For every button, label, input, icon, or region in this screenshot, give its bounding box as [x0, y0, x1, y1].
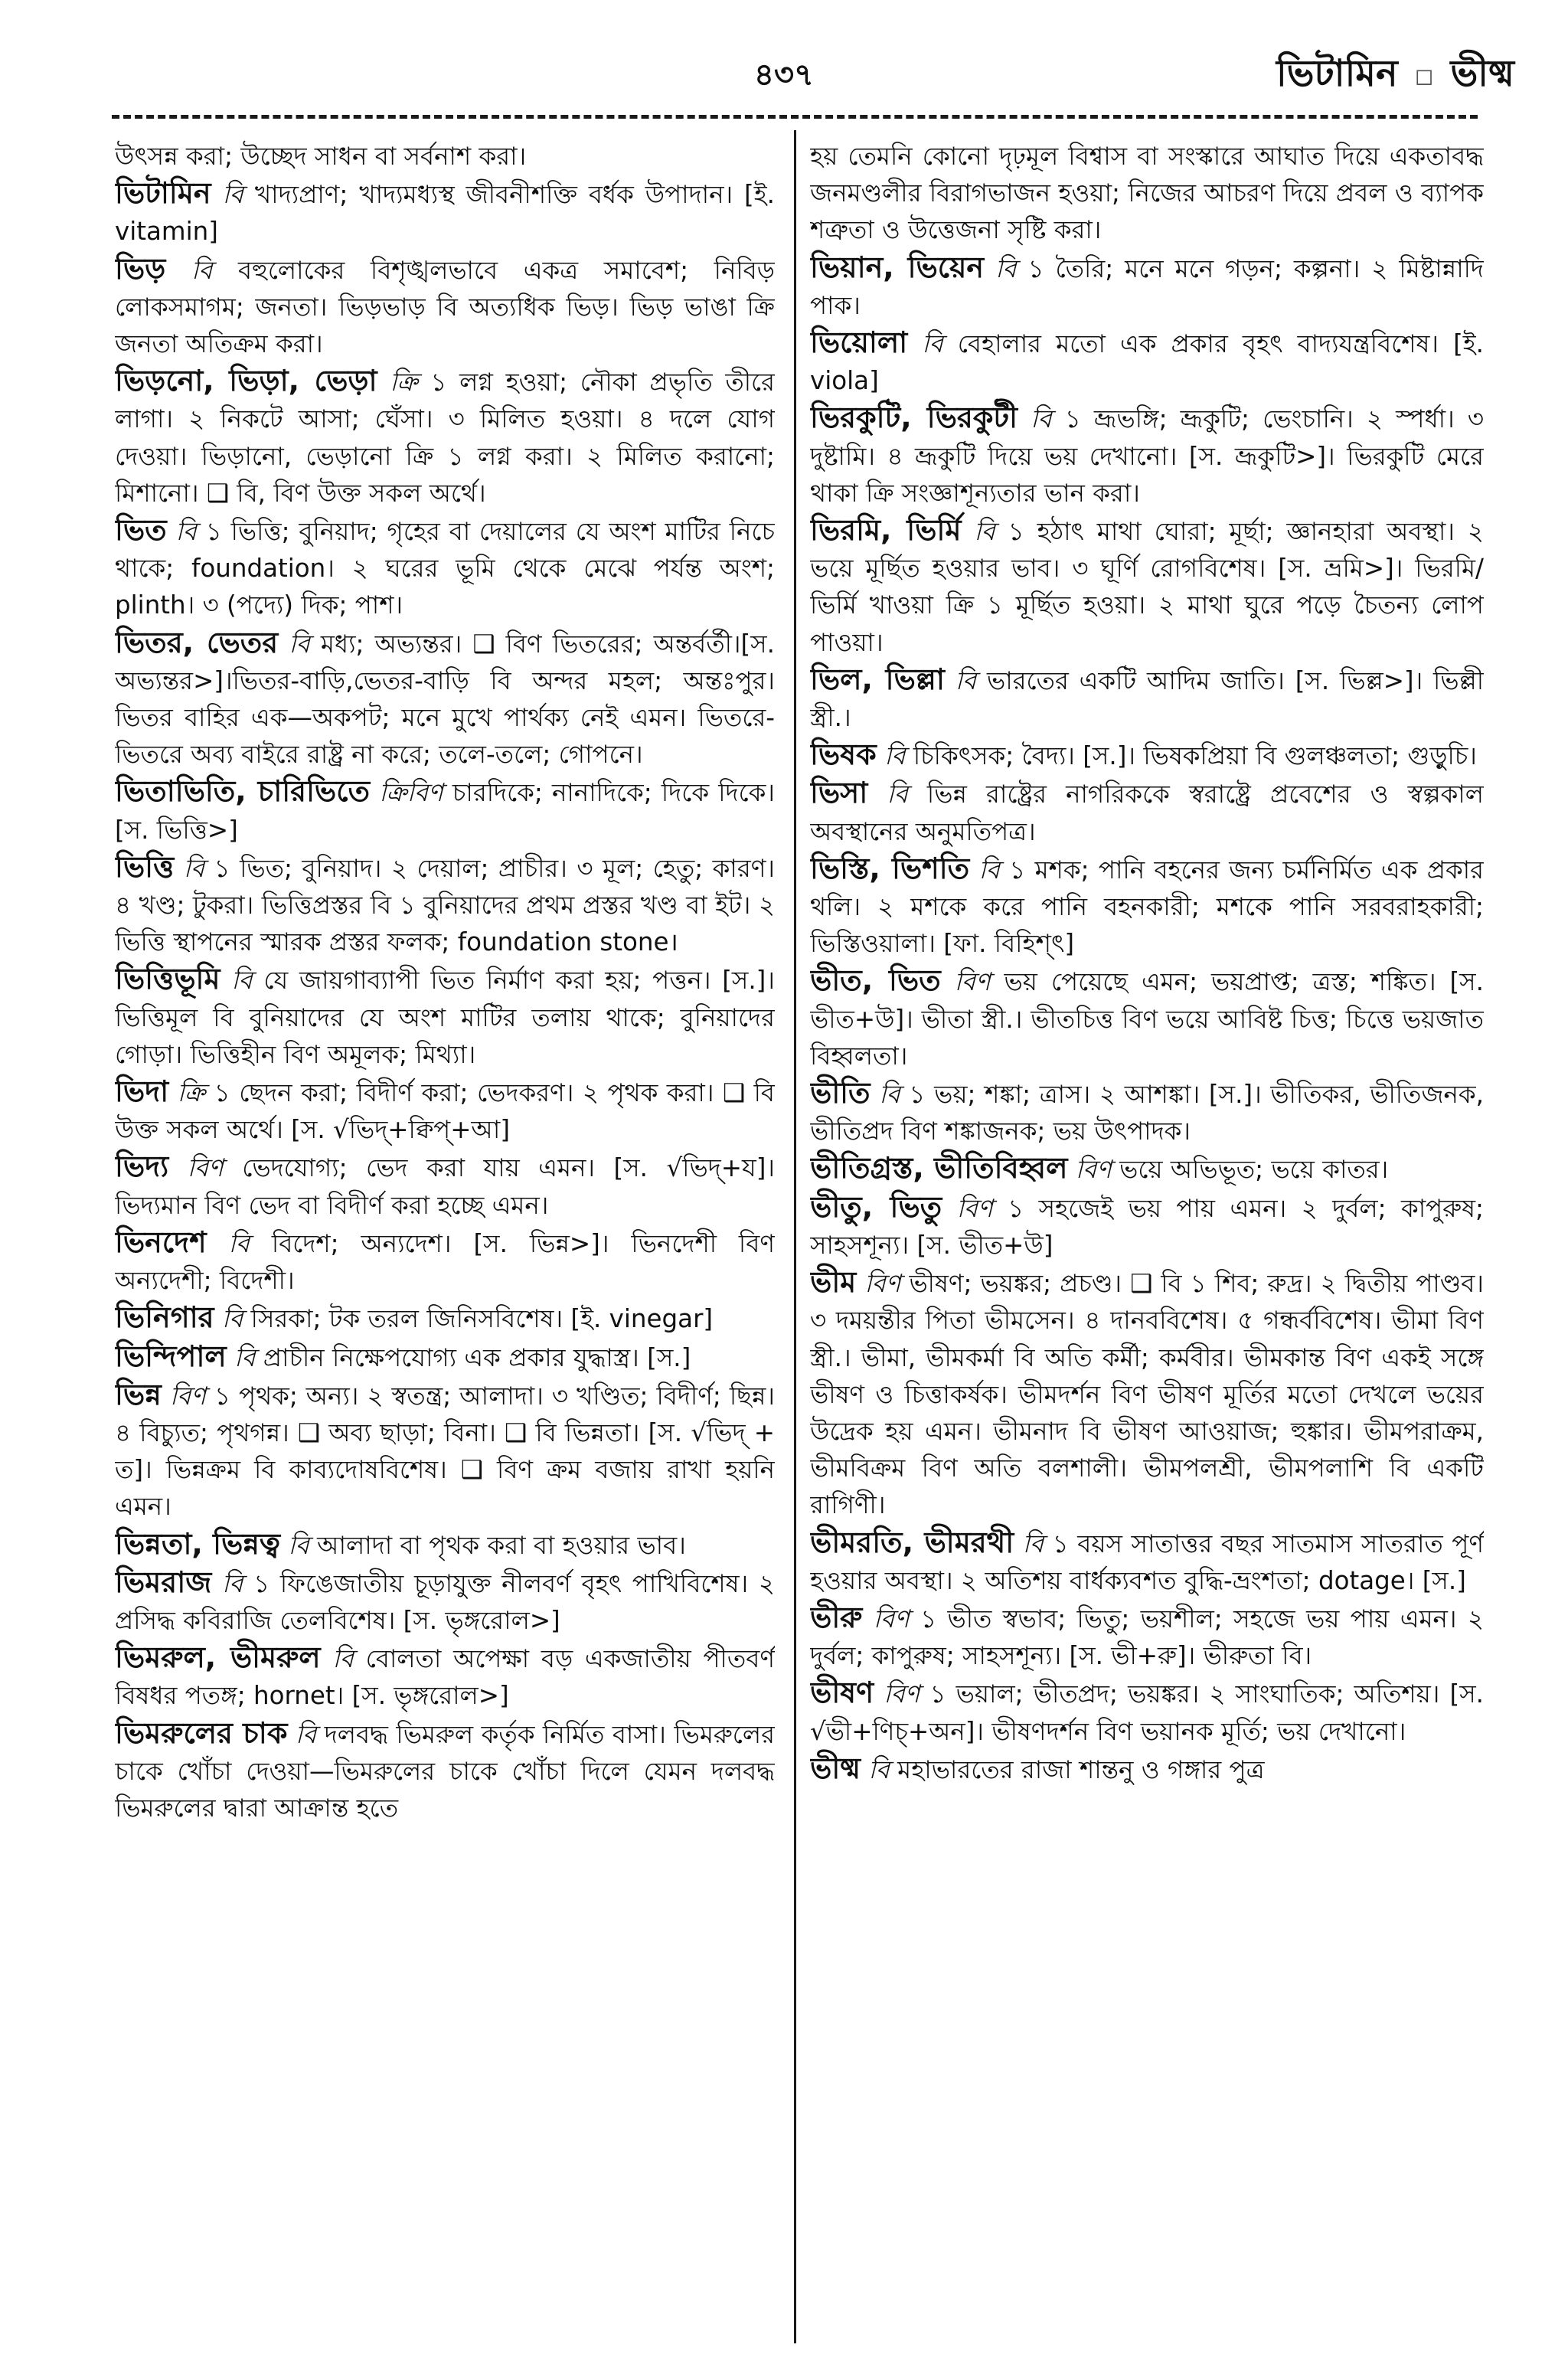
entry-definition: চিকিৎসক; বৈদ্য। [স.]। ভিষকপ্রিয়া বি গুলঞ্চলতা; গুড়ুচি।	[913, 741, 1477, 771]
entry-headword: ভীমরতি, ভীমরথী	[810, 1525, 1014, 1559]
entry-definition: ১ ভয়; শঙ্কা; ত্রাস। ২ আশঙ্কা। [স.]। ভীতিকর, ভীতিজনক, ভীতিপ্রদ বিণ শঙ্কাজনক; ভয় উৎপাদক।	[810, 1080, 1484, 1146]
entry-definition: ১ ছেদন করা; বিদীর্ণ করা; ভেদকরণ। ২ পৃথক করা। ❑ বি উক্ত সকল অর্থে। [স. √ভিদ্+ক্বিপ্+আ]	[115, 1078, 775, 1145]
entry-headword: ভিরমি, ভির্মি	[810, 513, 962, 548]
dictionary-entry	[115, 1639, 775, 1714]
entry-headword: ভিন্দিপাল	[115, 1339, 227, 1373]
column-divider	[794, 130, 796, 2343]
entry-part-of-speech: বি	[955, 665, 977, 695]
entry-part-of-speech: বি	[228, 1228, 250, 1258]
entry-definition: ১ বয়স সাতাত্তর বছর সাতমাস সাতরাত পূর্ণ হওয়ার অবস্থা। ২ অতিশয় বার্ধক্যবশত বুদ্ধি-ভ্রংশতা; dotage। [স.]	[810, 1529, 1484, 1595]
entry-headword: ভিত্তিভূমি	[115, 962, 220, 996]
entry-part-of-speech: বি	[974, 517, 995, 547]
dictionary-entry	[115, 1148, 775, 1223]
dictionary-entry	[115, 1525, 775, 1564]
entry-part-of-speech: বি	[332, 1644, 354, 1674]
entry-definition: খাদ্যপ্রাণ; খাদ্যমধ্যস্থ জীবনীশক্তি বর্ধক উপাদান। [ই. vitamin]	[115, 180, 775, 247]
dictionary-entry	[115, 512, 775, 624]
dictionary-entry	[810, 1750, 1484, 1788]
entry-part-of-speech: বি	[884, 741, 906, 771]
dictionary-entry	[115, 138, 775, 175]
dictionary-entry	[115, 773, 775, 848]
entry-definition: বেহালার মতো এক প্রকার বৃহৎ বাদ্যযন্ত্রবিশেষ। [ই. viola]	[810, 329, 1484, 396]
dictionary-entry	[115, 1715, 775, 1827]
entry-headword: ভীরু	[810, 1600, 863, 1634]
page-number: ৪৩৭	[754, 57, 814, 93]
entry-part-of-speech: বি	[191, 255, 213, 285]
dictionary-entry	[115, 1564, 775, 1639]
entry-definition: বহুলোকের বিশৃঙ্খলভাবে একত্র সমাবেশ; নিবিড় লোকসমাগম; জনতা। ভিড়ভাড় বি অত্যধিক ভিড়। ভিড় ভাঙা ক্রি জনতা অতিক্রম করা।	[115, 255, 775, 359]
entry-part-of-speech: বিণ	[873, 1604, 910, 1633]
entry-definition: উৎসন্ন করা; উচ্ছেদ সাধন বা সর্বনাশ করা।	[115, 142, 527, 171]
dictionary-entry	[810, 1599, 1484, 1674]
entry-definition: সিরকা; টক তরল জিনিসবিশেষ। [ই. vinegar]	[250, 1304, 714, 1334]
entry-headword: ভিনদেশ	[115, 1225, 207, 1259]
entry-part-of-speech: বি	[978, 855, 1000, 885]
entry-headword: ভিমরাজ	[115, 1565, 212, 1599]
dictionary-entry	[810, 661, 1484, 736]
entry-part-of-speech: বি	[887, 780, 908, 809]
entry-definition: ভেদযোগ্য; ভেদ করা যায় এমন। [স. √ভিদ্+য]। ভিদ্যমান বিণ ভেদ বা বিদীর্ণ করা হচ্ছে এমন।	[115, 1153, 775, 1220]
entry-definition: ভিন্ন রাষ্ট্রের নাগরিককে স্বরাষ্ট্রে প্রবেশের ও স্বল্পকাল অবস্থানের অনুমতিপত্র।	[810, 780, 1484, 846]
entry-part-of-speech: বি	[221, 1304, 243, 1334]
dictionary-entry	[810, 1074, 1484, 1149]
entry-definition: চারদিকে; নানাদিকে; দিকে দিকে। [স. ভিত্তি>]	[115, 778, 775, 845]
entry-part-of-speech: বি	[231, 966, 253, 996]
entry-headword: ভিটামিন	[115, 176, 211, 211]
entry-headword: ভিড়	[115, 251, 166, 286]
dictionary-entry	[115, 175, 775, 250]
entry-headword: ভিন্ন	[115, 1377, 162, 1411]
entry-headword: ভীতিগ্রস্ত, ভীতিবিহ্বল	[810, 1151, 1068, 1185]
entry-part-of-speech: বি	[879, 1080, 900, 1110]
guide-words	[1276, 46, 1514, 106]
header-rule	[112, 115, 1478, 119]
entry-part-of-speech: বিণ	[1075, 1155, 1112, 1185]
left-column	[115, 138, 775, 2351]
entry-definition: ১ ফিঙেজাতীয় চূড়াযুক্ত নীলবর্ণ বৃহৎ পাখিবিশেষ। ২ প্রসিদ্ধ কবিরাজি তেলবিশেষ। [স. ভৃঙ্গরোল>]	[115, 1568, 775, 1635]
entry-part-of-speech: বি	[289, 629, 310, 659]
entry-part-of-speech: বি	[995, 253, 1017, 283]
dictionary-entry	[115, 1224, 775, 1299]
dictionary-entry	[810, 512, 1484, 661]
dictionary-entry	[115, 250, 775, 363]
entry-headword: ভিতাভিতি, চারিভিতে	[115, 774, 371, 809]
dictionary-entry	[810, 1149, 1484, 1188]
entry-part-of-speech: বি	[175, 517, 197, 547]
entry-part-of-speech: ক্রিবিণ	[379, 778, 443, 808]
entry-headword: ভিনিগার	[115, 1300, 214, 1335]
entry-headword: ভিদ্য	[115, 1149, 169, 1184]
entry-headword: ভিষক	[810, 737, 877, 772]
entry-part-of-speech: বি	[234, 1342, 256, 1372]
entry-definition: হয় তেমনি কোনো দৃঢ়মূল বিশ্বাস বা সংস্কারে আঘাত দিয়ে একতাবদ্ধ জনমণ্ডলীর বিরাগভাজন হওয়া; নিজের আচরণ দিয়ে প্রবল ও ব্যাপক শত্রুতা ও উত্তেজনা সৃষ্টি করা।	[810, 142, 1484, 245]
entry-definition: প্রাচীন নিক্ষেপযোগ্য এক প্রকার যুদ্ধাস্ত্র। [স.]	[263, 1342, 691, 1372]
entry-part-of-speech: বিণ	[864, 1269, 901, 1299]
entry-headword: ভিড়নো, ভিড়া, ভেড়া	[115, 364, 377, 398]
entry-headword: ভীত, ভিত	[810, 963, 941, 998]
entry-part-of-speech: বি	[183, 853, 205, 883]
dictionary-entry	[810, 1524, 1484, 1599]
dictionary-entry	[115, 624, 775, 773]
entry-definition: ১ হঠাৎ মাথা ঘোরা; মূর্ছা; জ্ঞানহারা অবস্থা। ২ ভয়ে মূর্ছিত হওয়ার ভাব। ৩ ঘূর্ণি রোগবিশেষ। [স. ভ্রমি>]। ভিরমি/ ভির্মি খাওয়া ক্রি ১ মূর্ছিত হওয়া। ২ মাথা ঘুরে পড়ে চৈতন্য লোপ পাওয়া।	[810, 517, 1484, 657]
entry-part-of-speech: বি	[1031, 404, 1052, 434]
dictionary-entry	[115, 960, 775, 1073]
entry-headword: ভীতু, ভিতু	[810, 1189, 942, 1224]
entry-part-of-speech: বিণ	[956, 1193, 993, 1223]
entry-headword: ভিন্নতা, ভিন্নত্ব	[115, 1526, 280, 1561]
dictionary-entry	[810, 324, 1484, 399]
entry-headword: ভিতর, ভেতর	[115, 625, 279, 659]
dictionary-entry	[810, 1264, 1484, 1523]
entry-headword: ভিয়ান, ভিয়েন	[810, 250, 985, 284]
dictionary-entry	[810, 962, 1484, 1074]
entry-part-of-speech: ক্রি	[390, 368, 418, 397]
dictionary-entry	[810, 399, 1484, 512]
entry-definition: ১ ভয়াল; ভীতপ্রদ; ভয়ঙ্কর। ২ সাংঘাতিক; অতিশয়। [স. √ভী+ণিচ্+অন]। ভীষণদর্শন বিণ ভয়ানক মূর্তি; ভয় দেখানো।	[810, 1679, 1484, 1746]
entry-definition: ভয়ে অভিভূত; ভয়ে কাতর।	[1119, 1155, 1389, 1185]
entry-headword: ভিত	[115, 513, 167, 548]
dictionary-entry	[810, 249, 1484, 324]
guide-word-first: ভিটামিন	[1276, 52, 1398, 95]
entry-part-of-speech: বি	[221, 1568, 243, 1598]
entry-headword: ভিদা	[115, 1074, 169, 1109]
entry-part-of-speech: বি	[868, 1754, 890, 1784]
dictionary-entry	[115, 1338, 775, 1376]
entry-definition: আলাদা বা পৃথক করা বা হওয়ার ভাব।	[317, 1530, 686, 1560]
right-column	[810, 138, 1484, 2351]
entry-definition: বোলতা অপেক্ষা বড় একজাতীয় পীতবর্ণ বিষধর পতঙ্গ; hornet। [স. ভৃঙ্গরোল>]	[115, 1644, 775, 1711]
dictionary-entry	[115, 849, 775, 961]
entry-part-of-speech: বি	[1022, 1529, 1044, 1558]
entry-headword: ভিস্তি, ভিশতি	[810, 851, 970, 885]
dictionary-entry	[115, 1299, 775, 1337]
entry-definition: মধ্য; অভ্যন্তর। ❑ বিণ ভিতরের; অন্তর্বর্তী।[স. অভ্যন্তর>]।ভিতর-বাড়ি,ভেতর-বাড়ি বি অন্দর মহল; অন্তঃপুর। ভিতর বাহির এক—অকপট; মনে মুখে পার্থক্য নেই এমন। ভিতরে-ভিতরে অব্য বাইরে রাষ্ট্র না করে; তলে-তলে; গোপনে।	[115, 629, 775, 770]
entry-part-of-speech: বিণ	[187, 1153, 224, 1183]
dictionary-entry	[115, 362, 775, 512]
entry-definition: মহাভারতের রাজা শান্তনু ও গঙ্গার পুত্র	[897, 1754, 1265, 1784]
entry-definition: ১ ভিত্তি; বুনিয়াদ; গৃহের বা দেয়ালের যে অংশ মাটির নিচে থাকে; foundation। ২ ঘরের ভূমি থেকে মেঝে পর্যন্ত অংশ; plinth। ৩ (পদ্যে) দিক; পাশ।	[115, 517, 775, 620]
entry-definition: ১ পৃথক; অন্য। ২ স্বতন্ত্র; আলাদা। ৩ খণ্ডিত; বিদীর্ণ; ছিন্ন। ৪ বিচ্যুত; পৃথগন্ন। ❑ অব্য ছাড়া; বিনা। ❑ বি ভিন্নতা। [স. √ভিদ্ + ত]। ভিন্নক্রম বি কাব্যদোষবিশেষ। ❑ বিণ ক্রম বজায় রাখা হয়নি এমন।	[115, 1381, 775, 1522]
entry-definition: ১ সহজেই ভয় পায় এমন। ২ দুর্বল; কাপুরুষ; সাহসশূন্য। [স. ভীত+উ]	[810, 1193, 1484, 1260]
entry-definition: ১ মশক; পানি বহনের জন্য চর্মনির্মিত এক প্রকার থলি। ২ মশকে করে পানি বহনকারী; মশকে পানি সরবরাহকারী; ভিস্তিওয়ালা। [ফা. বিহিশ্‌ৎ]	[810, 855, 1484, 959]
guide-word-last: ভীষ্ম	[1450, 52, 1514, 95]
entry-part-of-speech: বি	[295, 1719, 317, 1749]
entry-definition: ১ ভ্রূভঙ্গি; ভ্রূকুটি; ভেংচানি। ২ স্পর্ধা। ৩ দুষ্টামি। ৪ ভ্রূকুটি দিয়ে ভয় দেখানো। [স. ভ্রূকুটি>]। ভিরকুটি মেরে থাকা ক্রি সংজ্ঞাশূন্যতার ভান করা।	[810, 404, 1484, 508]
entry-headword: ভীষণ	[810, 1676, 874, 1710]
entry-headword: ভীম	[810, 1265, 857, 1300]
entry-definition: বিদেশ; অন্যদেশ। [স. ভিন্ন>]। ভিনদেশী বিণ অন্যদেশী; বিদেশী।	[115, 1228, 775, 1296]
entry-definition: ভয় পেয়েছে এমন; ভয়প্রাপ্ত; ত্রস্ত; শঙ্কিত। [স. ভীত+উ]। ভীতা স্ত্রী.। ভীতচিত্ত বিণ ভয়ে আবিষ্ট চিত্ত; চিত্তে ভয়জাত বিহ্বলতা।	[810, 967, 1484, 1071]
entry-headword: ভিরকুটি, ভিরকুটী	[810, 401, 1018, 435]
entry-definition: যে জায়গাব্যাপী ভিত নির্মাণ করা হয়; পত্তন। [স.]। ভিত্তিমূল বি বুনিয়াদের যে অংশ মাটির তলায় থাকে; বুনিয়াদের গোড়া। ভিত্তিহীন বিণ অমূলক; মিথ্যা।	[115, 966, 775, 1069]
entry-headword: ভীষ্ম	[810, 1751, 861, 1785]
entry-part-of-speech: বি	[288, 1530, 309, 1560]
entry-definition: ১ লগ্ন হওয়া; নৌকা প্রভৃতি তীরে লাগা। ২ নিকটে আসা; ঘেঁসা। ৩ মিলিত হওয়া। ৪ দলে যোগ দেওয়া। ভিড়ানো, ভেড়ানো ক্রি ১ লগ্ন করা। ২ মিলিত করানো; মিশানো। ❑ বি, বিণ উক্ত সকল অর্থে।	[115, 368, 775, 508]
entry-part-of-speech: ক্রি	[177, 1078, 206, 1108]
dictionary-entry	[115, 1073, 775, 1148]
entry-headword: ভিল, ভিল্লা	[810, 662, 945, 696]
entry-part-of-speech: বিণ	[884, 1679, 920, 1709]
entry-headword: ভিমরুলের চাক	[115, 1715, 288, 1750]
entry-part-of-speech: বি	[922, 329, 943, 359]
entry-headword: ভীতি	[810, 1076, 871, 1110]
guide-separator-icon: ◻	[1414, 63, 1434, 90]
dictionary-entry	[810, 1674, 1484, 1749]
dictionary-entry	[115, 1376, 775, 1525]
entry-part-of-speech: বিণ	[954, 967, 991, 997]
entry-definition: ১ তৈরি; মনে মনে গড়ন; কল্পনা। ২ মিষ্টান্নাদি পাক।	[810, 253, 1484, 320]
entry-part-of-speech: বি	[222, 180, 243, 210]
entry-part-of-speech: বিণ	[169, 1381, 206, 1411]
entry-headword: ভিমরুল, ভীমরুল	[115, 1640, 321, 1675]
entry-headword: ভিত্তি	[115, 849, 175, 884]
dictionary-entry	[810, 736, 1484, 774]
entry-definition: ভারতের একটি আদিম জাতি। [স. ভিল্ল>]। ভিল্লী স্ত্রী.।	[810, 665, 1484, 733]
entry-headword: ভিয়োলা	[810, 325, 908, 360]
entry-definition: ১ ভিত; বুনিয়াদ। ২ দেয়াল; প্রাচীর। ৩ মূল; হেতু; কারণ। ৪ খণ্ড; টুকরা। ভিত্তিপ্রস্তর বি ১ বুনিয়াদের প্রথম প্রস্তর খণ্ড বা ইট। ২ ভিত্তি স্থাপনের স্মারক প্রস্তর ফলক; foundation stone।	[115, 853, 775, 957]
entry-definition: ১ ভীত স্বভাব; ভিতু; ভয়শীল; সহজে ভয় পায় এমন। ২ দুর্বল; কাপুরুষ; সাহসশূন্য। [স. ভী+রু]। ভীরুতা বি।	[810, 1604, 1484, 1671]
dictionary-entry	[810, 138, 1484, 249]
dictionary-entry	[810, 1189, 1484, 1264]
entry-headword: ভিসা	[810, 776, 868, 810]
entry-definition: দলবদ্ধ ভিমরুল কর্তৃক নির্মিত বাসা। ভিমরুলের চাকে খোঁচা দেওয়া—ভিমরুলের চাকে খোঁচা দিলে যেমন দলবদ্ধ ভিমরুলের দ্বারা আক্রান্ত হতে	[115, 1719, 775, 1823]
entry-definition: ভীষণ; ভয়ঙ্কর; প্রচণ্ড। ❑ বি ১ শিব; রুদ্র। ২ দ্বিতীয় পাণ্ডব। ৩ দময়ন্তীর পিতা ভীমসেন। ৪ দানববিশেষ। ৫ গন্ধর্ববিশেষ। ভীমা বিণ স্ত্রী.। ভীমা, ভীমকর্মা বি অতি কর্মী; কর্মবীর। ভীমকান্ত বিণ একই সঙ্গে ভীষণ ও চিত্তাকর্ষক। ভীমদর্শন বিণ ভীষণ মূর্তির মতো দেখলে ভয়ের উদ্রেক হয় এমন। ভীমনাদ বি ভীষণ আওয়াজ; হুঙ্কার। ভীমপরাক্রম, ভীমবিক্রম বিণ অতি বলশালী। ভীমপলশ্রী, ভীমপলাশি বি একটি রাগিণী।	[810, 1269, 1484, 1520]
dictionary-entry	[810, 850, 1484, 963]
dictionary-entry	[810, 774, 1484, 849]
